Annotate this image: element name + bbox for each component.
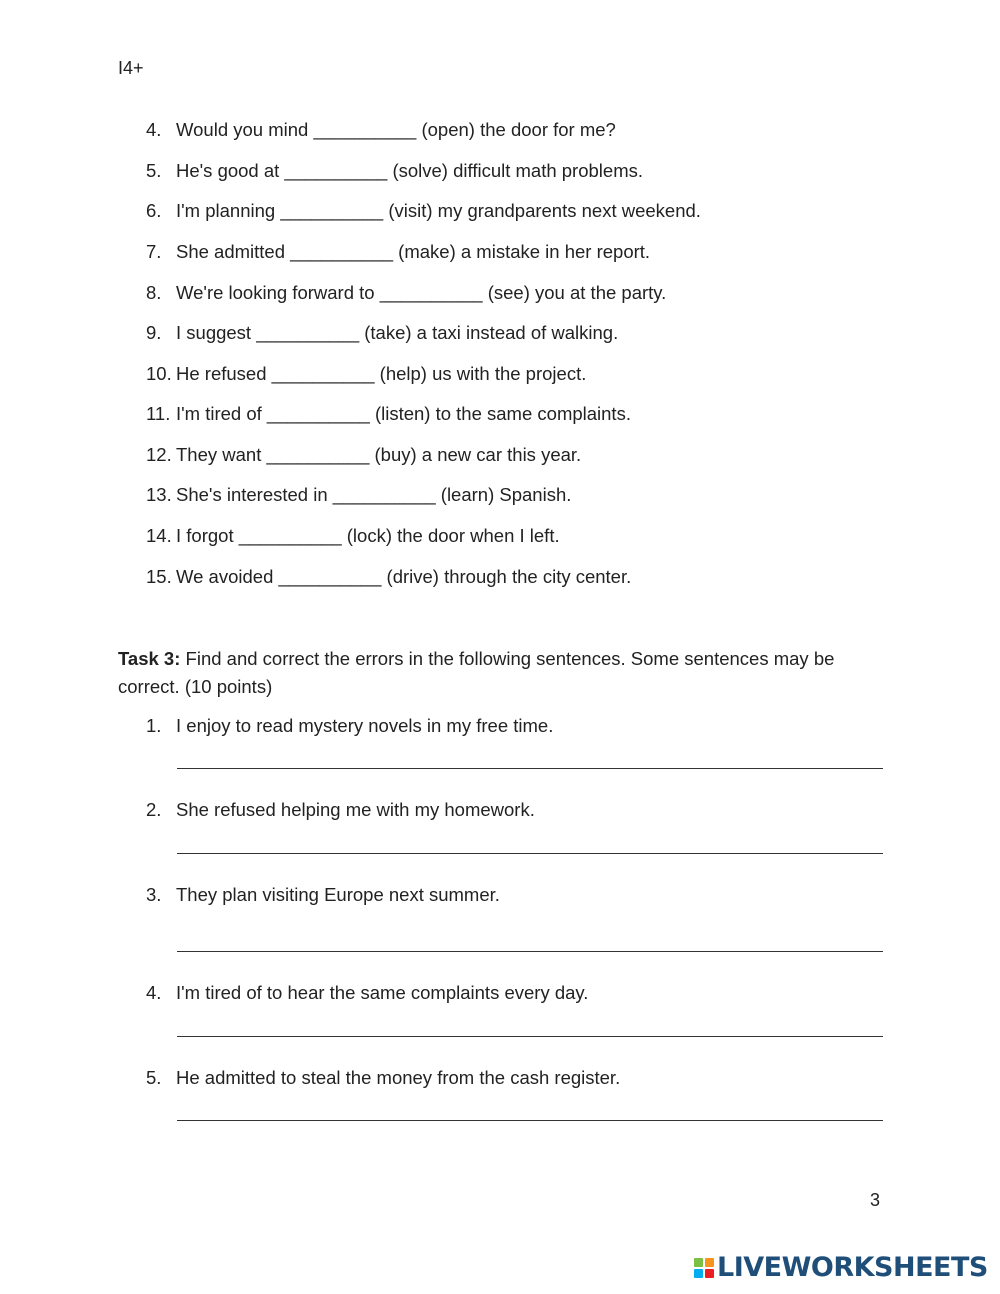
answer-line[interactable] (177, 951, 883, 952)
logo-cell (694, 1269, 703, 1278)
item-number: 7. (146, 241, 162, 262)
item-text: She's interested in __________ (learn) Spanish. (176, 484, 572, 505)
answer-line[interactable] (177, 1120, 883, 1121)
answer-line[interactable] (177, 768, 883, 769)
item-text: We're looking forward to __________ (see) you at the party. (176, 282, 667, 303)
item-text: I forgot __________ (lock) the door when I left. (176, 525, 560, 546)
task3-label: Task 3: (118, 648, 181, 669)
list-item (146, 883, 500, 907)
list-item (146, 483, 571, 507)
logo-text: LIVEWORKSHEETS (717, 1252, 988, 1283)
item-text: She refused helping me with my homework. (176, 799, 535, 820)
list-item (146, 159, 643, 183)
task3-instructions: Find and correct the errors in the following sentences. Some sentences may be correct. (10 points) (118, 648, 835, 697)
task3-heading (118, 645, 878, 701)
level-label: I4+ (118, 58, 144, 78)
item-text: I enjoy to read mystery novels in my free time. (176, 715, 554, 736)
answer-line[interactable] (177, 1036, 883, 1037)
answer-line[interactable] (177, 853, 883, 854)
list-item (146, 118, 616, 142)
list-item (146, 981, 588, 1005)
logo-icon (694, 1258, 714, 1278)
item-number: 12. (146, 444, 172, 465)
item-number: 6. (146, 200, 162, 221)
item-number: 4. (146, 982, 162, 1003)
item-number: 9. (146, 322, 162, 343)
list-item (146, 199, 701, 223)
item-number: 5. (146, 160, 162, 181)
item-number: 3. (146, 884, 162, 905)
item-text: He's good at __________ (solve) difficult math problems. (176, 160, 643, 181)
logo-cell (705, 1269, 714, 1278)
logo-cell (705, 1258, 714, 1267)
item-number: 2. (146, 799, 162, 820)
list-item (146, 402, 631, 426)
item-text: They want __________ (buy) a new car this year. (176, 444, 582, 465)
liveworksheets-logo (694, 1252, 988, 1283)
list-item (146, 1066, 620, 1090)
item-text: She admitted __________ (make) a mistake in her report. (176, 241, 651, 262)
item-text: He admitted to steal the money from the cash register. (176, 1067, 621, 1088)
item-number: 4. (146, 119, 162, 140)
item-text: I'm planning __________ (visit) my grandparents next weekend. (176, 200, 701, 221)
item-number: 8. (146, 282, 162, 303)
item-number: 11. (146, 403, 171, 424)
list-item (146, 524, 560, 548)
item-text: I'm tired of __________ (listen) to the same complaints. (176, 403, 631, 424)
item-number: 1. (146, 715, 162, 736)
item-text: They plan visiting Europe next summer. (176, 884, 500, 905)
list-item (146, 714, 553, 738)
item-number: 15. (146, 566, 172, 587)
list-item (146, 281, 666, 305)
list-item (146, 565, 631, 589)
item-number: 14. (146, 525, 172, 546)
list-item (146, 321, 618, 345)
item-text: Would you mind __________ (open) the door for me? (176, 119, 616, 140)
logo-cell (694, 1258, 703, 1267)
list-item (146, 798, 535, 822)
item-number: 13. (146, 484, 172, 505)
item-text: I'm tired of to hear the same complaints every day. (176, 982, 589, 1003)
item-text: He refused __________ (help) us with the project. (176, 363, 587, 384)
item-number: 5. (146, 1067, 162, 1088)
list-item (146, 240, 650, 264)
item-number: 10. (146, 363, 172, 384)
page-number: 3 (870, 1190, 881, 1210)
list-item (146, 362, 586, 386)
item-text: We avoided __________ (drive) through the city center. (176, 566, 632, 587)
item-text: I suggest __________ (take) a taxi instead of walking. (176, 322, 619, 343)
list-item (146, 443, 581, 467)
